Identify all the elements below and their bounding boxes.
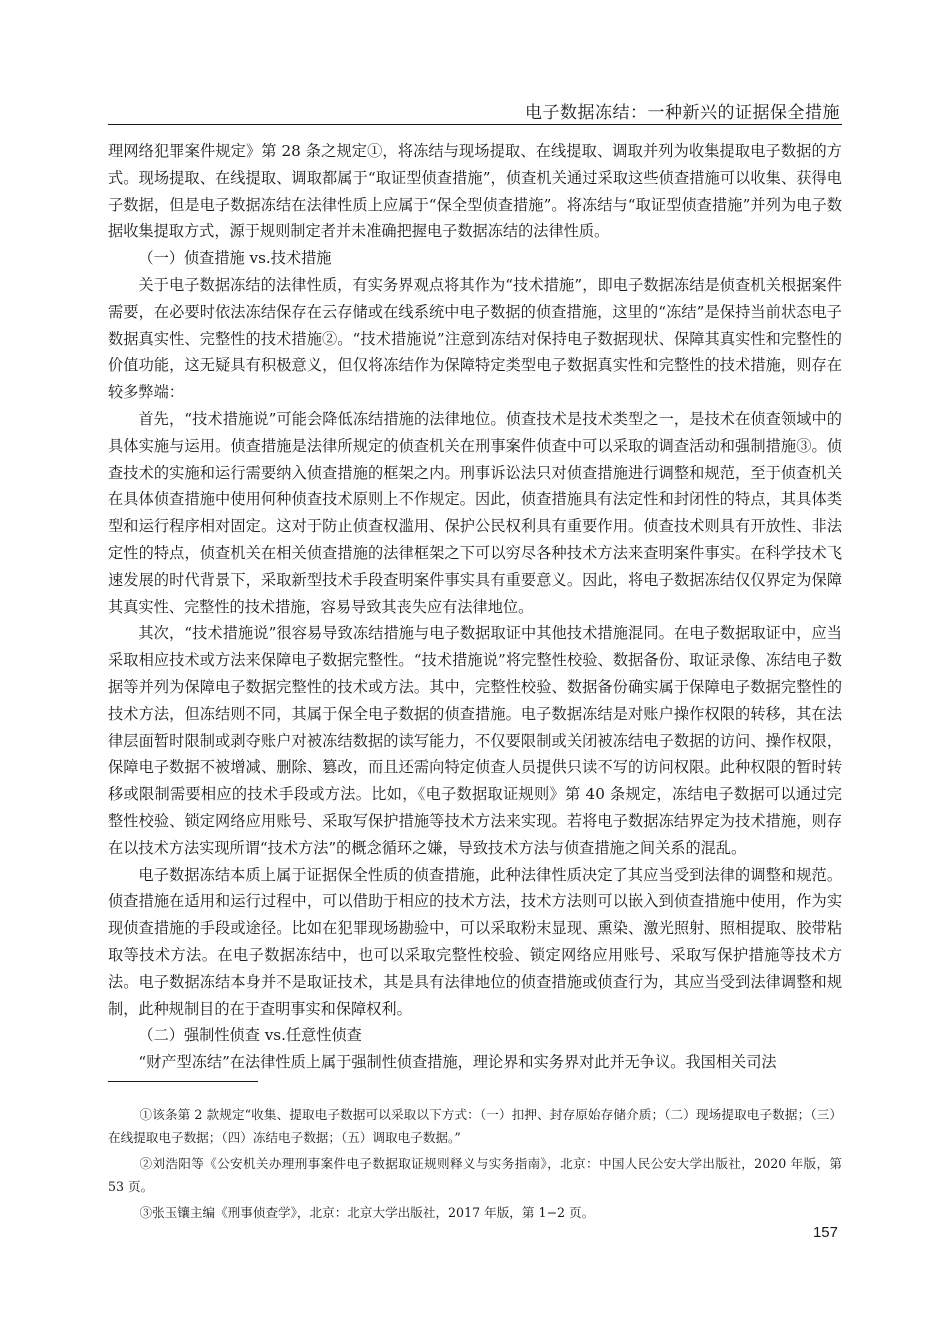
footnote-3: ③张玉镶主编《刑事侦查学》，北京：北京大学出版社，2017 年版，第 1−2 页。 <box>139 1205 595 1220</box>
section-heading-1: （一）侦查措施 vs.技术措施 <box>138 249 332 268</box>
paragraph: 关于电子数据冻结的法律性质，有实务界观点将其作为“技术措施”，即电子数据冻结是侦查机关根据案件需要，在必要时依法冻结保存在云存储或在线系统中电子数据的侦查措施，这里的“冻结”是保持当前状态电子数据真实性、完整性的技术措施②。“技术措施说”注意到冻结对保持电子数据现状、保障其真实性和完整性的价值功能，这无疑具有积极意义，但仅将冻结作为保障特定类型电子数据真实性和完整性的技术措施，则存在较多弊端： <box>108 275 842 402</box>
footnote-rule <box>108 1081 258 1082</box>
footnote-1: ①该条第 2 款规定“收集、提取电子数据可以采取以下方式：（一）扣押、封存原始存储介质；（二）现场提取电子数据；（三）在线提取电子数据；（四）冻结电子数据；（五）调取电子数据。” <box>108 1107 842 1145</box>
paragraph-continued: 理网络犯罪案件规定》第 28 条之规定①，将冻结与现场提取、在线提取、调取并列为收集提取电子数据的方式。现场提取、在线提取、调取都属于“取证型侦查措施”，侦查机关通过采取这些侦查措施可以收集、获得电子数据，但是电子数据冻结在法律性质上应属于“保全型侦查措施”。将冻结与“取证型侦查措施”并列为电子数据收集提取方式，源于规则制定者并未准确把握电子数据冻结的法律性质。 <box>108 142 842 241</box>
footnotes <box>108 1104 842 1229</box>
footnote-2: ②刘浩阳等《公安机关办理刑事案件电子数据取证规则释义与实务指南》，北京：中国人民公安大学出版社，2020 年版，第 53 页。 <box>108 1156 842 1194</box>
paragraph: 首先，“技术措施说”可能会降低冻结措施的法律地位。侦查技术是技术类型之一，是技术在侦查领域中的具体实施与运用。侦查措施是法律所规定的侦查机关在刑事案件侦查中可以采取的调查活动和强制措施③。侦查技术的实施和运行需要纳入侦查措施的框架之内。刑事诉讼法只对侦查措施进行调整和规范，至于侦查机关在具体侦查措施中使用何种侦查技术原则上不作规定。因此，侦查措施具有法定性和封闭性的特点，其具体类型和运行程序相对固定。这对于防止侦查权滥用、保护公民权利具有重要作用。侦查技术则具有开放性、非法定性的特点，侦查机关在相关侦查措施的法律框架之下可以穷尽各种技术方法来查明案件事实。在科学技术飞速发展的时代背景下，采取新型技术手段查明案件事实具有重要意义。因此，将电子数据冻结仅仅界定为保障其真实性、完整性的技术措施，容易导致其丧失应有法律地位。 <box>108 409 842 616</box>
page-number: 157 <box>812 1224 838 1241</box>
paragraph: 电子数据冻结本质上属于证据保全性质的侦查措施，此种法律性质决定了其应当受到法律的调整和规范。侦查措施在适用和运行过程中，可以借助于相应的技术方法，技术方法则可以嵌入到侦查措施中使用，作为实现侦查措施的手段或途径。比如在犯罪现场勘验中，可以采取粉末显现、熏染、激光照射、照相提取、胶带粘取等技术方法。在电子数据冻结中，也可以采取完整性校验、锁定网络应用账号、采取写保护措施等技术方法。电子数据冻结本身并不是取证技术，其是具有法律地位的侦查措施或侦查行为，其应当受到法律调整和规制，此种规制目的在于查明事实和保障权利。 <box>108 865 842 1018</box>
header-rule <box>108 124 842 125</box>
running-title: 电子数据冻结：一种新兴的证据保全措施 <box>525 103 840 123</box>
body-text <box>108 138 842 1076</box>
paragraph: “财产型冻结”在法律性质上属于强制性侦查措施，理论界和实务界对此并无争议。我国相关司法 <box>138 1053 777 1072</box>
section-heading-2: （二）强制性侦查 vs.任意性侦查 <box>138 1026 362 1045</box>
paragraph: 其次，“技术措施说”很容易导致冻结措施与电子数据取证中其他技术措施混同。在电子数据取证中，应当采取相应技术或方法来保障电子数据完整性。“技术措施说”将完整性校验、数据备份、取证录像、冻结电子数据等并列为保障电子数据完整性的技术或方法。其中，完整性校验、数据备份确实属于保障电子数据完整性的技术方法，但冻结则不同，其属于保全电子数据的侦查措施。电子数据冻结是对账户操作权限的转移，其在法律层面暂时限制或剥夺账户对被冻结数据的读写能力，不仅要限制或关闭被冻结电子数据的访问、操作权限，保障电子数据不被增减、删除、篡改，而且还需向特定侦查人员提供只读不写的访问权限。此种权限的暂时转移或限制需要相应的技术手段或方法。比如，《电子数据取证规则》第 40 条规定，冻结电子数据可以通过完整性校验、锁定网络应用账号、采取写保护措施等技术方法来实现。若将电子数据冻结界定为技术措施，则存在以技术方法实现所谓“技术方法”的概念循环之嫌，导致技术方法与侦查措施之间关系的混乱。 <box>108 624 842 857</box>
